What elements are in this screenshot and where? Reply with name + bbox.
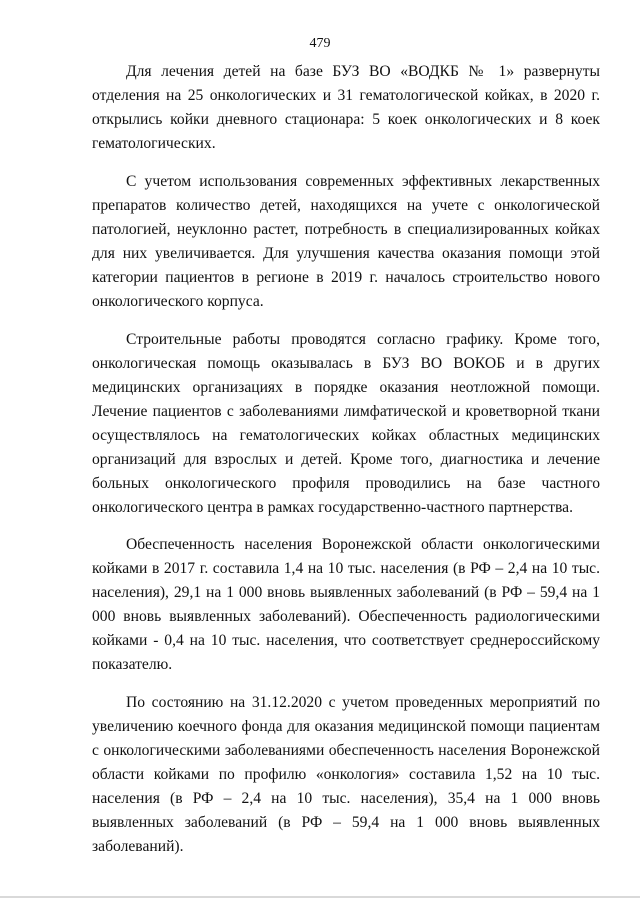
document-body bbox=[92, 60, 600, 873]
paragraph-bed-provision-2017: Обеспеченность населения Воронежской области онкологическими койками в 2017 г. составила 1,4 на 10 тыс. населения (в РФ – 2,4 на 10 тыс. населения), 29,1 на 1 000 вновь выявленных заболеваний (в РФ – 59,4 на 1 000 вновь выявленных заболеваний). Обеспеченность радиологическими койками - 0,4 на 10 тыс. населения, что соответствует среднероссийскому показателю. bbox=[92, 536, 600, 673]
page-number: 479 bbox=[309, 36, 331, 51]
page-bottom-edge bbox=[0, 896, 640, 898]
paragraph-construction: Строительные работы проводятся согласно графику. Кроме того, онкологическая помощь оказывалась в БУЗ ВО ВОКОБ и в других медицинских организациях в порядке оказания неотложной помощи. Лечение пациентов с заболеваниями лимфатической и кроветворной ткани осуществлялось на гематологических койках областных медицинских организаций для взрослых и детей. Кроме того, диагностика и лечение больных онкологического профиля проводились на базе частного онкологического центра в рамках государственно-частного партнерства. bbox=[92, 331, 600, 516]
paragraph-new-building: С учетом использования современных эффективных лекарственных препаратов количество детей, находящихся на учете с онкологической патологией, неуклонно растет, потребность в специализированных койках для них увеличивается. Для улучшения качества оказания помощи этой категории пациентов в регионе в 2019 г. началось строительство нового онкологического корпуса. bbox=[92, 173, 600, 310]
paragraph-pediatric-beds: Для лечения детей на базе БУЗ ВО «ВОДКБ № 1» развернуты отделения на 25 онкологических и 31 гематологической койках, в 2020 г. открылись койки дневного стационара: 5 коек онкологических и 8 коек гематологических. bbox=[92, 63, 600, 152]
paragraph-bed-provision-2020: По состоянию на 31.12.2020 с учетом проведенных мероприятий по увеличению коечного фонда для оказания медицинской помощи пациентам с онкологическими заболеваниями обеспеченность населения Воронежской области койками по профилю «онкология» составила 1,52 на 10 тыс. населения (в РФ – 2,4 на 10 тыс. населения), 35,4 на 1 000 вновь выявленных заболеваний (в РФ – 59,4 на 1 000 вновь выявленных заболеваний). bbox=[92, 694, 600, 855]
